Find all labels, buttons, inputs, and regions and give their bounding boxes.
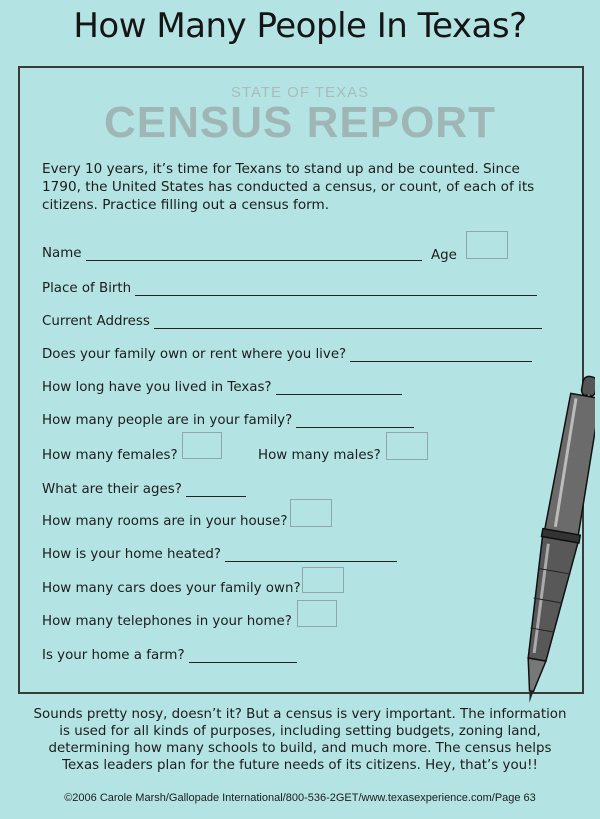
place-of-birth-field [42,281,537,296]
rooms-box[interactable] [290,499,332,527]
page-title: How Many People In Texas? [73,6,527,46]
name-line[interactable] [86,246,422,261]
age-box[interactable] [466,231,508,259]
heated-line[interactable] [225,547,397,562]
telephones-box[interactable] [297,600,337,627]
cars-label: How many cars does your family own? [42,581,301,596]
own-or-rent-line[interactable] [350,347,532,362]
ages-label: What are their ages? [42,482,182,497]
age-label: Age [431,248,457,263]
place-of-birth-label: Place of Birth [42,281,132,296]
report-heading: CENSUS REPORT [104,98,496,147]
males-label: How many males? [258,448,381,463]
current-address-line[interactable] [154,314,542,329]
own-or-rent-label: Does your family own or rent where you live? [42,347,347,362]
own-or-rent-field [42,347,532,362]
footer-text: Sounds pretty nosy, doesn’t it? But a census is very important. The information is used for all kinds of purposes, including setting budgets, zoning land, determining how many schools to build, and much more. The census helps Texas leaders plan for the future needs of its citizens. Hey, that’s you!! [33,707,567,773]
males-box[interactable] [386,432,428,460]
place-of-birth-line[interactable] [135,281,537,296]
name-field [42,246,422,261]
females-label: How many females? [42,448,178,463]
how-long-line[interactable] [276,380,402,395]
people-in-family-line[interactable] [296,413,414,428]
rooms-label: How many rooms are in your house? [42,514,288,529]
intro-text: Every 10 years, it’s time for Texans to stand up and be counted. Since 1790, the United States has conducted a census, or count, of each of its citizens. Practice filling out a census form. [42,161,535,213]
people-in-family-field [42,413,414,428]
farm-field [42,648,297,663]
how-long-label: How long have you lived in Texas? [42,380,272,395]
farm-label: Is your home a farm? [42,648,185,663]
current-address-label: Current Address [42,314,150,329]
current-address-field [42,314,542,329]
ages-field [42,482,246,497]
pen-icon [505,370,595,710]
farm-line[interactable] [189,648,297,663]
name-label: Name [42,246,82,261]
how-long-field [42,380,402,395]
copyright-line: ©2006 Carole Marsh/Gallopade International/800-536-2GET/www.texasexperience.com/Page 63 [64,792,536,804]
people-in-family-label: How many people are in your family? [42,413,293,428]
ages-line[interactable] [186,482,246,497]
females-box[interactable] [182,432,222,459]
heated-field [42,547,397,562]
cars-box[interactable] [302,567,344,593]
telephones-label: How many telephones in your home? [42,614,292,629]
report-subheading: STATE OF TEXAS [230,84,370,101]
heated-label: How is your home heated? [42,547,222,562]
